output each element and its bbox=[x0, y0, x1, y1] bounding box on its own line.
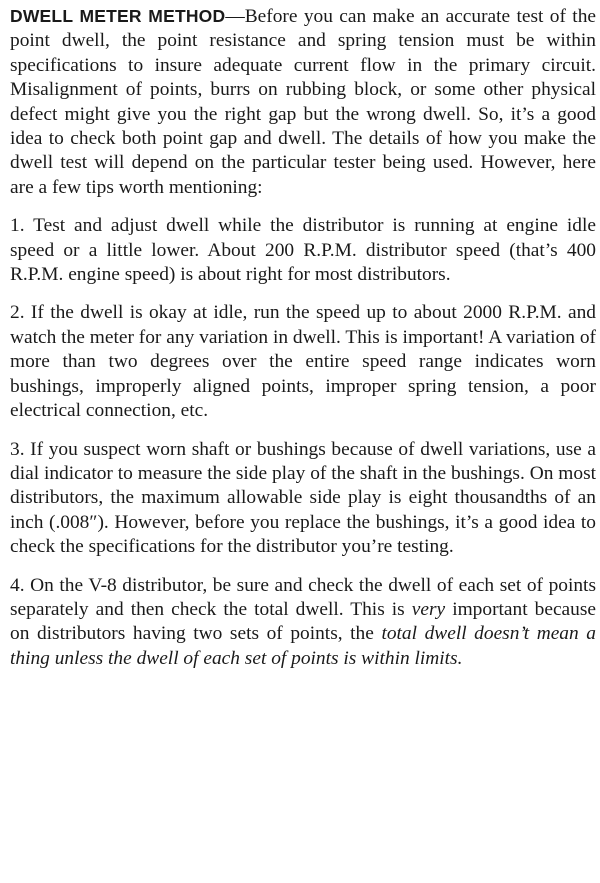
section-heading: DWELL METER METHOD bbox=[10, 6, 226, 26]
heading-separator: — bbox=[225, 6, 245, 27]
tip-4-paragraph bbox=[10, 574, 596, 672]
tip-4-emphasis-total-dwell: total dwell doesn’t mean a thing unless the dwell of each set of points is within limits. bbox=[10, 623, 596, 669]
intro-text: Before you can make an accurate test of the point dwell, the point resistance and spring tension must be within specifications to insure adequate current flow in the primary circuit. Misalignment of points, burrs on rubbing block, or some other physical defect might give you the right gap but the wrong dwell. So, it’s a good idea to check both point gap and dwell. The details of how you make the dwell test will depend on the particular tester being used. However, here are a few tips worth mentioning: bbox=[10, 6, 596, 198]
tip-4-emphasis-very: very bbox=[411, 598, 446, 620]
tip-3-paragraph: 3. If you suspect worn shaft or bushings because of dwell variations, use a dial indicator to measure the side play of the shaft in the bushings. On most distributors, the maximum allowable side play is eight thousandths of an inch (.008″). However, before you replace the bushings, it’s a good idea to check the specifications for the distributor you’re testing. bbox=[10, 438, 596, 558]
document-page bbox=[10, 4, 596, 671]
intro-paragraph bbox=[10, 4, 596, 200]
tip-1-paragraph: 1. Test and adjust dwell while the distributor is running at engine idle speed or a little lower. About 200 R.P.M. distributor speed (that’s 400 R.P.M. engine speed) is about right for most distributors. bbox=[10, 215, 596, 286]
tip-4-text-a: 4. On the V-8 distributor, be sure and check the dwell of each set of points separately and then check the total dwell. This is bbox=[10, 574, 596, 620]
tip-4-text-b: important because on distributors having two sets of points, the bbox=[10, 598, 597, 645]
tip-2-paragraph: 2. If the dwell is okay at idle, run the speed up to about 2000 R.P.M. and watch the meter for any variation in dwell. This is important! A variation of more than two degrees over the entire speed range indicates worn bushings, improperly aligned points, improper spring tension, a poor electrical connection, etc. bbox=[10, 302, 596, 422]
